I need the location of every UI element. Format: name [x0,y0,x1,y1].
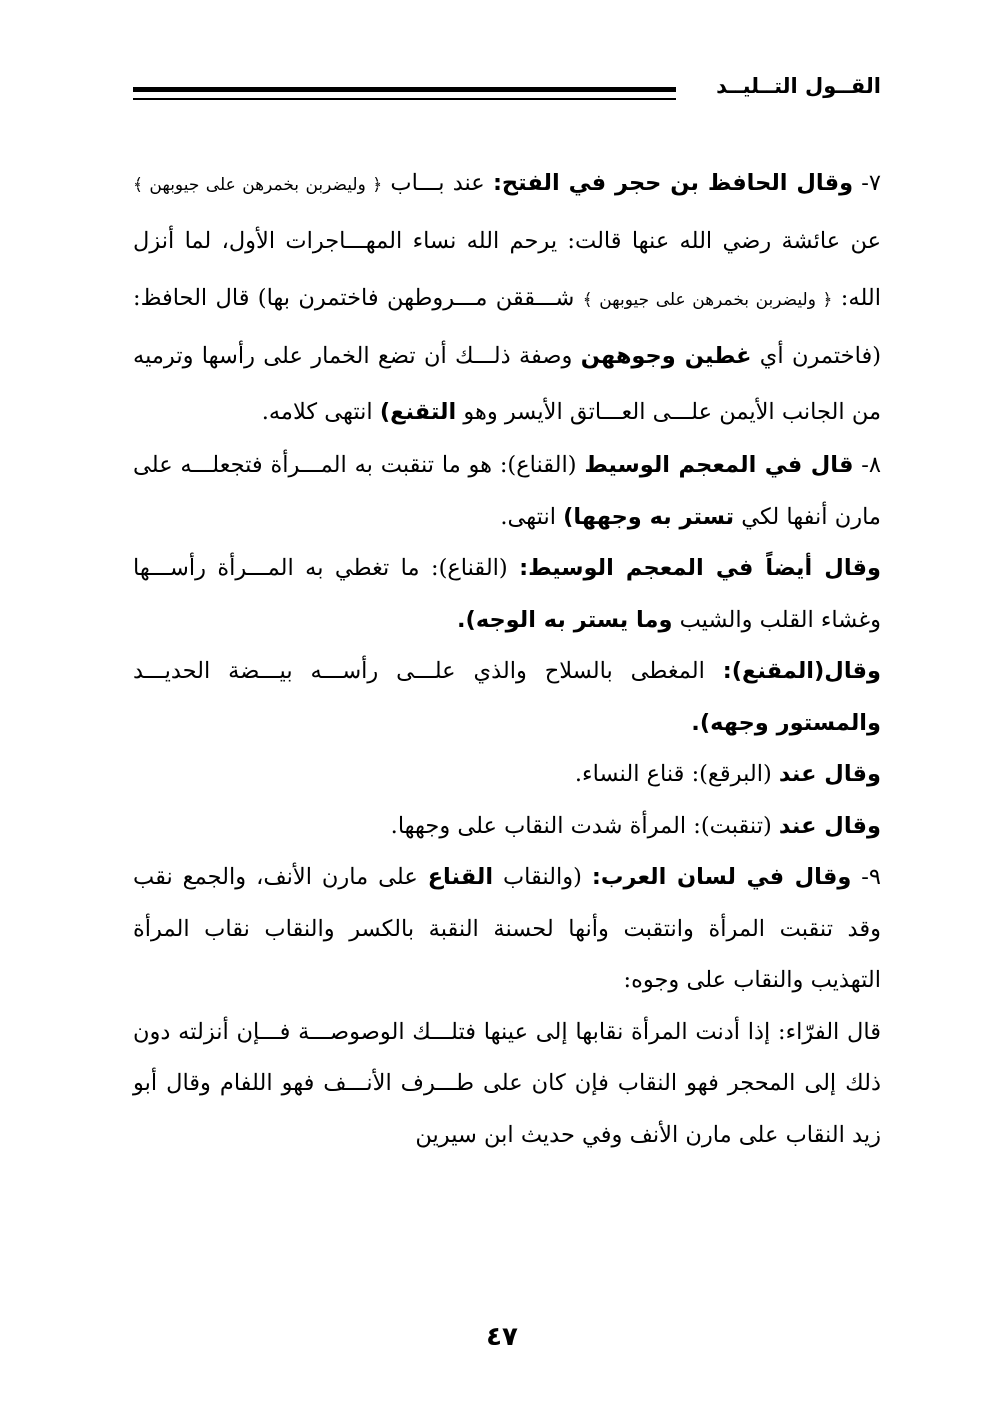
text-run: المغطى بالسلاح والذي علـــى رأســـه بيـــضة الحديـــد [133,658,723,685]
text-run: عند بـــاب [382,170,493,196]
bold-phrase: وقال الحافظ بن حجر في الفتح: [492,170,854,196]
text-run: انتهى كلامه. [261,399,380,426]
bold-phrase: والمستور وجهه). [691,709,881,736]
paragraph-9 [133,852,881,1007]
page-number: ٤٧ [486,1322,518,1352]
bold-phrase: وقال عند [778,761,881,788]
header-double-rule [133,87,676,100]
bold-phrase: القناع [427,864,494,891]
text-run: انتهى. [500,503,564,530]
text-run: (تنقبت): المرأة شدت النقاب على وجهها. [390,812,779,839]
text-run: (البرقع): قناع النساء. [574,761,779,788]
bold-phrase: وقال عند [778,812,881,839]
bold-phrase: وقال(المقنع): [722,658,881,685]
text-run: شـــققن مـــروطهن فاختمرن بها) قال الحافظ: (فاختمرن أي [133,284,881,369]
text-run: على مارن الأنف، والجمع نقب وقد تنقبت المرأة وانتقبت وأنها لحسنة النقبة بالكسر والنقاب نقاب المرأة التهذيب والنقاب على وجوه: [133,864,881,994]
text-run: (القناع): ما تغطي به المـــرأة رأســـها وغشاء القلب والشيب [133,555,881,633]
bold-phrase: تستر به وجهها) [563,503,735,530]
item-number: ٩- [851,864,881,891]
text-run: (والنقاب [493,864,592,891]
item-number: ٨- [853,452,881,479]
page-body [133,155,881,1161]
paragraph-8b [133,543,881,646]
bold-phrase: وقال في لسان العرب: [591,864,852,891]
quran-quote: ﴿ وليضربن بخمرهن على جيوبهن ﴾ [133,175,383,195]
header-title: القــول التــليــد [716,74,881,98]
bold-phrase: وما يستر به الوجه). [456,606,673,633]
paragraph-10 [133,1007,881,1162]
bold-phrase: قال في المعجم الوسيط [584,452,854,479]
quran-quote: ﴿ وليضربن بخمرهن على جيوبهن ﴾ [582,289,833,310]
text-run: (القناع): هو ما تنقبت به المـــرأة فتجعلـــه على مارن أنفها لكي [133,452,881,530]
item-number: ٧- [853,170,881,196]
paragraph-8 [133,440,881,543]
paragraph-7 [133,155,881,440]
running-header [133,68,881,108]
bold-phrase: غطين وجوههن [580,342,752,369]
paragraph-8d [133,749,881,801]
text-run: عن عائشة رضي الله عنها قالت: يرحم الله نساء المهـــاجرات الأول، لما أنزل الله: [133,228,881,311]
paragraph-8c [133,646,881,749]
text-run: قال الفرّاء: إذا أدنت المرأة نقابها إلى عينها فتلـــك الوصوصـــة فـــإن أنزلته دون ذلك إلى المحجر فهو النقاب فإن كان على طـــرف الأنـــف فهو اللفام وقال أبو زيد النقاب على مارن الأنف وفي حديث ابن سيرين [133,1018,881,1148]
paragraph-8e [133,801,881,853]
bold-phrase: التقنع) [379,399,457,426]
bold-phrase: وقال أيضاً في المعجم الوسيط: [519,555,881,582]
text-run: وصفة ذلـــك أن تضع الخمار على رأسها وترميه من الجانب الأيمن علـــى العـــاتق الأيسر وهو [133,342,881,426]
